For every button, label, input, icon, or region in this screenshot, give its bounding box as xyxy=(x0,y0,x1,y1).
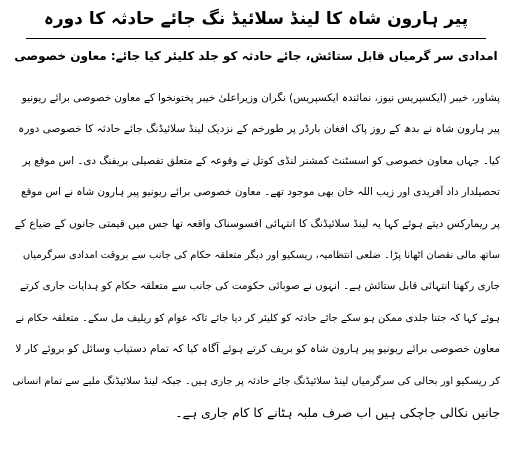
body-line: پر ریمارکس دیتے ہوئے کہا یہ لینڈ سلائیڈنگ کا انتہائی افسوسناک واقعہ تھا جس میں قیمتی جانوں کے ضیاع کے xyxy=(14,217,500,230)
article-headline: پیر ہارون شاہ کا لینڈ سلائیڈ نگ جائے حادثہ کا دورہ xyxy=(43,9,469,29)
body-line: ہوئے کہا کہ جتنا جلدی ممکن ہو سکے جائے حادثہ کو کلیئر کر دیا جائے تاکہ عوام کو ریلیف مل سکے۔ متعلقہ حکام نے xyxy=(15,312,500,324)
body-line: ساتھ مالی نقصان اٹھانا پڑا۔ ضلعی انتظامیہ، ریسکیو اور دیگر متعلقہ حکام کی جانب سے بروقت امدادی سرگرمیاں xyxy=(22,249,500,261)
body-line: کر ریسکیو اور بحالی کی سرگرمیاں لینڈ سلائیڈنگ جائے حادثہ پر جاری ہیں۔ جبکہ لینڈ سلائیڈنگ ملبے سے تمام انسانی xyxy=(12,375,500,387)
body-line: پیر ہارون شاہ نے بدھ کے روز پاک افغان بارڈر پر طورخم کے نزدیک لینڈ سلائیڈنگ جائے حادثہ کا خصوصی دورہ xyxy=(18,123,500,136)
news-article xyxy=(12,6,500,428)
body-line: کیا۔ جہاں معاون خصوصی کو اسسٹنٹ کمشنر لنڈی کوتل نے وقوعہ کے متعلق تفصیلی بریفنگ دی۔ اس موقع پر xyxy=(22,154,500,167)
body-line: پشاور، خیبر (ایکسپریس نیوز، نمائندہ ایکسپریس) نگران وزیراعلیٰ خیبر پختونخوا کے معاون خصوصی برائے ریونیو xyxy=(21,92,500,104)
body-line: جاری رکھنا انتہائی قابل ستائش ہے۔ انہوں نے صوبائی حکومت کی جانب سے متعلقہ حکام کو ہدایات جاری کرتے xyxy=(19,280,500,293)
body-line: معاون خصوصی برائے ریونیو پیر ہارون شاہ کو بریف کرتے ہوئے آگاہ کیا کہ تمام دستیاب وسائل کو بروئے کار لا xyxy=(15,343,500,356)
article-body xyxy=(12,83,500,428)
article-subheadline: امدادی سر گرمیاں قابل ستائش، جائے حادثہ کو جلد کلیئر کیا جائے: معاون خصوصی xyxy=(14,49,498,63)
body-line: جانیں نکالی جاچکی ہیں اب صرف ملبہ ہٹانے کا کام جاری ہے۔ xyxy=(175,404,500,420)
body-line: تحصیلدار داد آفریدی اور زیب اللہ خان بھی موجود تھے۔ معاون خصوصی برائے ریونیو پیر ہارون شاہ نے اس موقع xyxy=(21,186,500,199)
headline-divider xyxy=(26,38,486,39)
